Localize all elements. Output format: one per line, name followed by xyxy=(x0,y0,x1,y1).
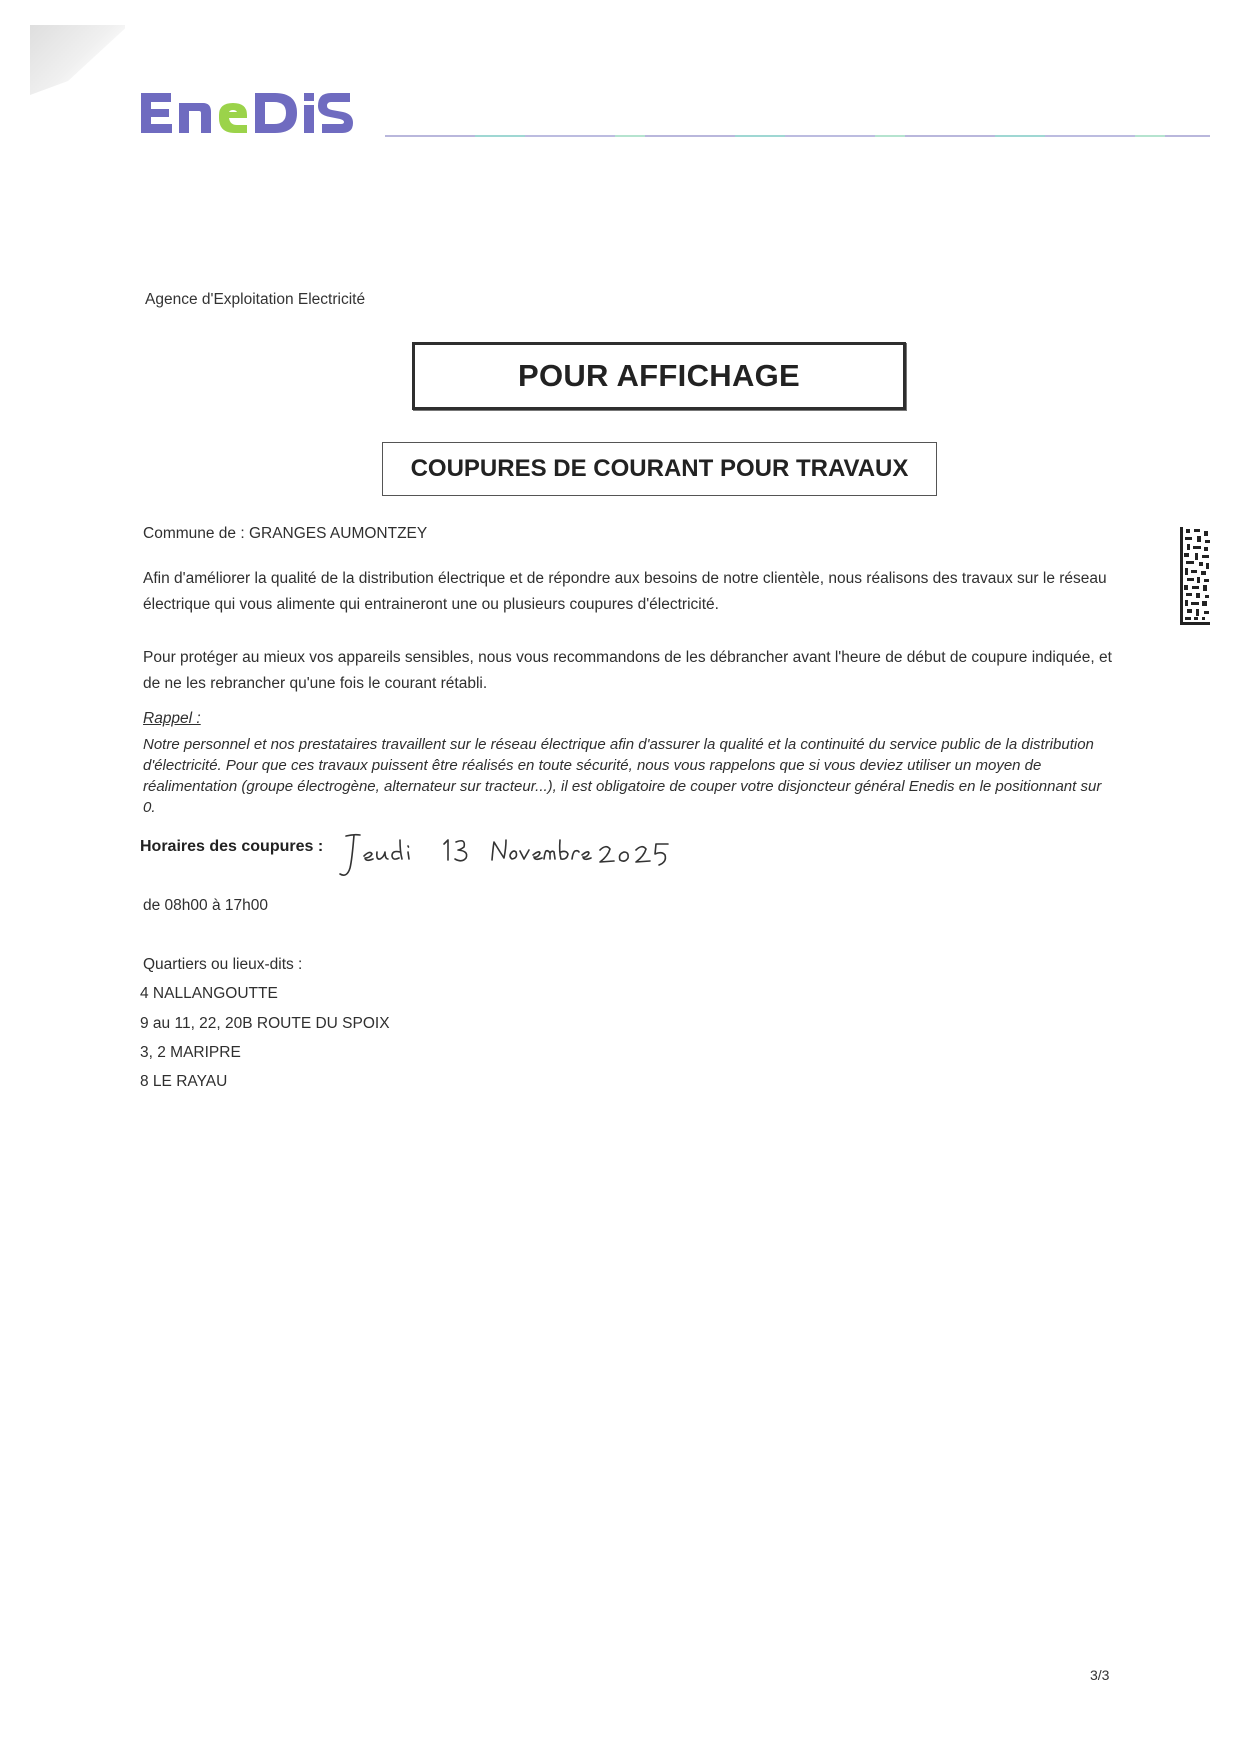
header-rule xyxy=(385,135,1210,137)
scan-artifact xyxy=(30,25,125,95)
page-number: 3/3 xyxy=(1090,1667,1110,1683)
title-box xyxy=(412,342,906,410)
intro-paragraph: Afin d'améliorer la qualité de la distribution électrique et de répondre aux besoins de notre clientèle, nous réalisons des travaux sur le réseau électrique qui vous alimente qui entraineront une ou plusieurs coupures d'électricité. xyxy=(143,570,1107,613)
quartier-item: 3, 2 MARIPRE xyxy=(140,1044,241,1061)
enedis-logo xyxy=(137,85,372,141)
quartier-item: 8 LE RAYAU xyxy=(140,1073,228,1090)
subtitle-text: COUPURES DE COURANT POUR TRAVAUX xyxy=(410,455,909,482)
quartier-item: 4 NALLANGOUTTE xyxy=(140,985,278,1002)
rappel-body: Notre personnel et nos prestataires travaillent sur le réseau électrique afin d'assurer la qualité et la continuité du service public de la distribution d'électricité. Pour que ces travaux puissent être réalisés en toute sécurité, nous vous rappelons que si vous deviez utiliser un moyen de réalimentation (groupe électrogène, alternateur sur tracteur...), il est obligatoire de couper votre disjoncteur général Enedis en le positionnant sur 0. xyxy=(143,736,1102,816)
commune-line: Commune de : GRANGES AUMONTZEY xyxy=(143,525,428,542)
hours-line: de 08h00 à 17h00 xyxy=(143,897,268,914)
quartier-item: 9 au 11, 22, 20B ROUTE DU SPOIX xyxy=(140,1015,390,1032)
subtitle-box xyxy=(382,442,937,496)
advice-paragraph: Pour protéger au mieux vos appareils sensibles, nous vous recommandons de les débrancher avant l'heure de début de coupure indiquée, et de ne les rebrancher qu'une fois le courant rétabli. xyxy=(143,649,1112,692)
rappel-title: Rappel : xyxy=(143,710,201,727)
quartiers-title: Quartiers ou lieux-dits : xyxy=(143,956,303,973)
horaires-label: Horaires des coupures : xyxy=(140,838,324,855)
handwritten-date xyxy=(332,830,692,880)
agency-name: Agence d'Exploitation Electricité xyxy=(145,291,366,308)
title-text: POUR AFFICHAGE xyxy=(517,358,801,393)
datamatrix-code xyxy=(1180,527,1210,625)
